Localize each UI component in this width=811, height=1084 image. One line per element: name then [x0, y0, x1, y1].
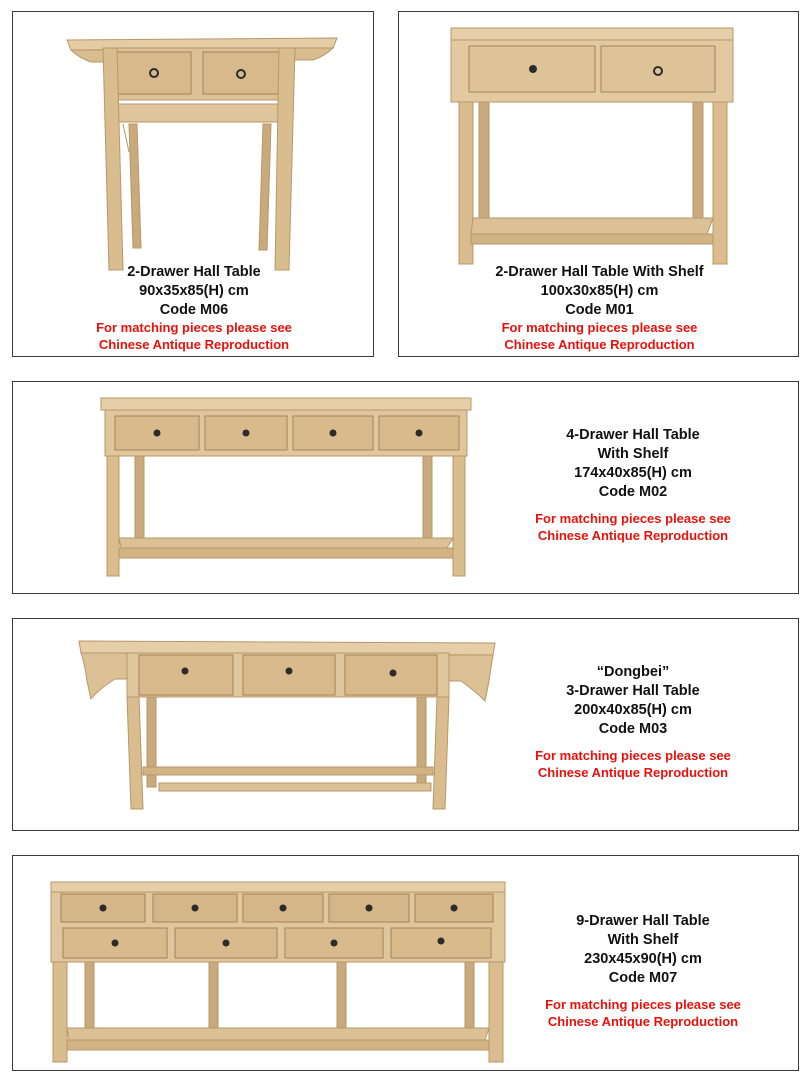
- product-code: Code M03: [598, 721, 668, 737]
- product-card-m07: [12, 855, 799, 1071]
- product-dimensions: 90x35x85(H) cm: [139, 283, 249, 299]
- product-card-m01: [398, 11, 799, 357]
- matching-note-line2: Chinese Antique Reproduction: [537, 764, 729, 780]
- table-photo-m07: [49, 880, 507, 1066]
- product-name-line1: 4-Drawer Hall Table: [566, 427, 700, 443]
- product-card-m06: [12, 11, 374, 357]
- product-code: Code M01: [565, 302, 634, 318]
- product-dimensions: 230x45x90(H) cm: [584, 951, 702, 967]
- matching-note-line1: For matching pieces please see: [535, 748, 731, 763]
- caption-m01: [399, 263, 800, 353]
- product-name: 2-Drawer Hall Table: [127, 264, 261, 280]
- product-code: Code M02: [598, 484, 668, 500]
- matching-note-line2: Chinese Antique Reproduction: [504, 336, 695, 352]
- product-code: Code M06: [159, 302, 229, 318]
- product-nickname: “Dongbei”: [596, 664, 670, 680]
- product-code: Code M07: [608, 970, 678, 986]
- product-card-m02: [12, 381, 799, 594]
- product-name: 2-Drawer Hall Table With Shelf: [495, 264, 704, 280]
- matching-note-line1: For matching pieces please see: [545, 997, 741, 1012]
- table-photo-m06: [65, 24, 340, 274]
- table-photo-m01: [449, 22, 739, 267]
- table-photo-m03: [77, 637, 499, 815]
- caption-m07: [493, 912, 793, 1030]
- matching-note-line1: For matching pieces please see: [96, 320, 292, 335]
- matching-note-line1: For matching pieces please see: [535, 511, 731, 526]
- matching-note-line2: Chinese Antique Reproduction: [98, 336, 290, 352]
- matching-note-line1: For matching pieces please see: [501, 320, 698, 335]
- product-card-m03: [12, 618, 799, 831]
- table-photo-m02: [99, 394, 475, 580]
- product-name: 3-Drawer Hall Table: [566, 683, 700, 699]
- product-dimensions: 174x40x85(H) cm: [574, 465, 692, 481]
- caption-m03: [483, 663, 783, 781]
- matching-note-line2: Chinese Antique Reproduction: [537, 527, 729, 543]
- product-name-line2: With Shelf: [597, 446, 669, 462]
- product-name-line1: 9-Drawer Hall Table: [576, 913, 710, 929]
- product-dimensions: 200x40x85(H) cm: [574, 702, 692, 718]
- product-dimensions: 100x30x85(H) cm: [540, 283, 659, 299]
- caption-m02: [483, 426, 783, 544]
- product-name-line2: With Shelf: [607, 932, 679, 948]
- matching-note-line2: Chinese Antique Reproduction: [547, 1013, 739, 1029]
- caption-m06: [13, 263, 375, 353]
